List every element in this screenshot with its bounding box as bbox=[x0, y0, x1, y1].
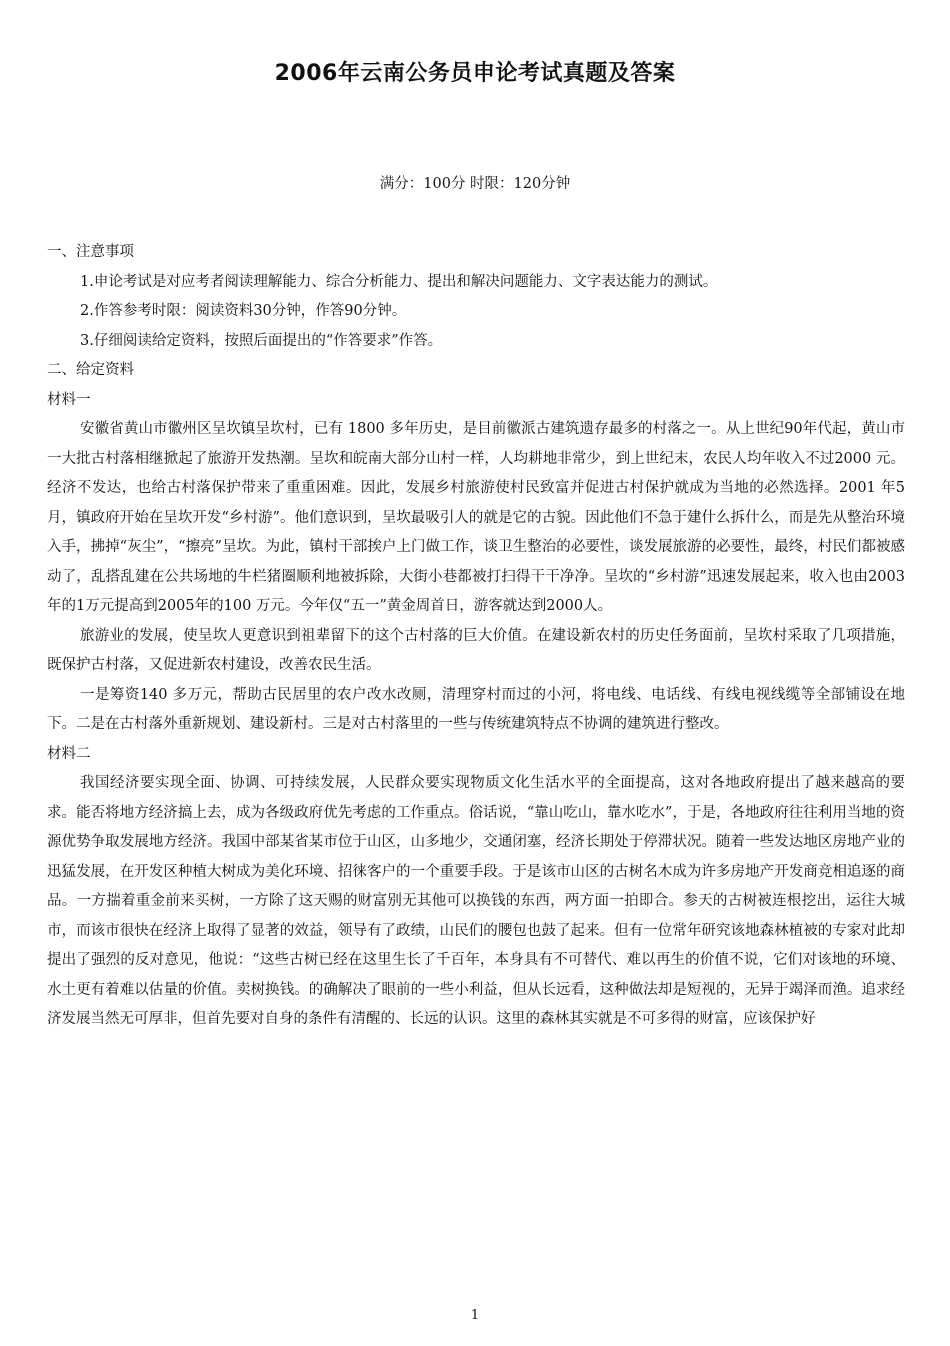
material-paragraph: 一是筹资140 多万元，帮助古民居里的农户改水改厕，清理穿村而过的小河，将电线、电话线、有线电视线缆等全部铺设在地下。二是在古村落外重新规划、建设新村。三是对古村落里的一些与传统建筑特点不协调的建筑进行整改。 bbox=[47, 686, 905, 732]
note-item: 3.仔细阅读给定资料，按照后面提出的“作答要求”作答。 bbox=[80, 332, 443, 349]
note-item: 2.作答参考时限：阅读资料30分钟，作答90分钟。 bbox=[80, 303, 407, 319]
material-label: 材料二 bbox=[47, 745, 91, 762]
material-paragraph: 安徽省黄山市徽州区呈坎镇呈坎村，已有 1800 多年历史，是目前徽派古建筑遗存最多的村落之一。从上世纪90年代起，黄山市一大批古村落相继掀起了旅游开发热潮。呈坎和皖南大部分山村一样，人均耕地非常少，到上世纪末，农民人均年收入不过2000 元。经济不发达，也给古村落保护带来了重重困难。因此，发展乡村旅游使村民致富并促进古村保护就成为当地的必然选择。2001 年5 月，镇政府开始在呈坎开发“乡村游”。他们意识到，呈坎最吸引人的就是它的古貌。因此他们不急于建什么拆什么，而是先从整治环境入手，拂掉“灰尘”，“擦亮”呈坎。为此，镇村干部挨户上门做工作，谈卫生整治的必要性，谈发展旅游的必要性，最终，村民们都被感动了，乱搭乱建在公共场地的牛栏猪圈顺利地被拆除，大街小巷都被打扫得干干净净。呈坎的“乡村游”迅速发展起来，收入也由2003年的1万元提高到2005年的100 万元。今年仅“五一”黄金周首日，游客就达到2000人。 bbox=[47, 421, 905, 614]
note-item: 1.申论考试是对应考者阅读理解能力、综合分析能力、提出和解决问题能力、文字表达能力的测试。 bbox=[80, 273, 718, 290]
page-title: 2006年云南公务员申论考试真题及答案 bbox=[274, 61, 676, 86]
material-paragraph: 旅游业的发展，使呈坎人更意识到祖辈留下的这个古村落的巨大价值。在建设新农村的历史任务面前，呈坎村采取了几项措施，既保护古村落，又促进新农村建设，改善农民生活。 bbox=[47, 627, 905, 673]
section-heading-notes: 一、注意事项 bbox=[47, 244, 134, 260]
exam-meta: 满分：100分 时限：120分钟 bbox=[379, 176, 571, 192]
page-number: 1 bbox=[470, 1308, 480, 1323]
material-label: 材料一 bbox=[47, 391, 91, 408]
document-body bbox=[47, 238, 905, 1035]
section-heading-materials: 二、给定资料 bbox=[47, 362, 134, 378]
material-paragraph: 我国经济要实现全面、协调、可持续发展，人民群众要实现物质文化生活水平的全面提高，这对各地政府提出了越来越高的要求。能否将地方经济搞上去，成为各级政府优先考虑的工作重点。俗话说，“靠山吃山，靠水吃水”，于是，各地政府往往利用当地的资源优势争取发展地方经济。我国中部某省某市位于山区，山多地少，交通闭塞，经济长期处于停滞状况。随着一些发达地区房地产业的迅猛发展，在开发区种植大树成为美化环境、招徕客户的一个重要手段。于是该市山区的古树名木成为许多房地产开发商竞相追逐的商品。一方揣着重金前来买树，一方除了这天赐的财富别无其他可以换钱的东西，两方面一拍即合。参天的古树被连根挖出，运往大城市，而该市很快在经济上取得了显著的效益，领导有了政绩，山民们的腰包也鼓了起来。但有一位常年研究该地森林植被的专家对此却提出了强烈的反对意见，他说：“这些古树已经在这里生长了千百年，本身具有不可替代、难以再生的价值不说，它们对该地的环境、水土更有着难以估量的价值。卖树换钱。的确解决了眼前的一些小利益，但从长远看，这种做法却是短视的，无异于竭泽而渔。追求经济发展当然无可厚非，但首先要对自身的条件有清醒的、长远的认识。这里的森林其实就是不可多得的财富，应该保护好 bbox=[47, 775, 905, 1027]
